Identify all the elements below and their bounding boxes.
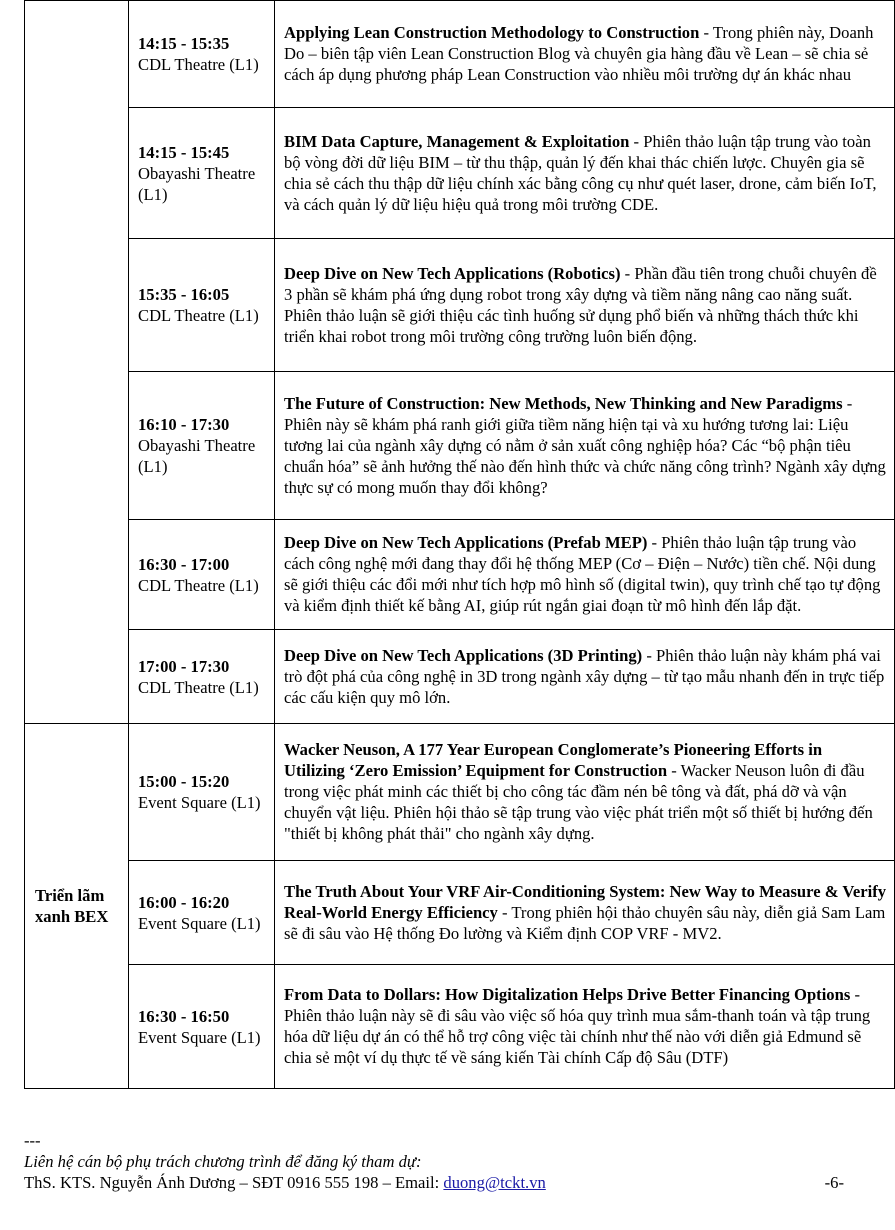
session-description: Wacker Neuson luôn đi đầu trong việc phát minh các thiết bị cho công tác đầm nén bê tông và đất, phá dỡ và vận chuyển vật liệu. Phiên hội thảo sẽ tập trung vào việc phát triển một số thiết bị hướng đến "thiết bị không phát thải" cho ngành xây dựng. [284,761,873,843]
venue: Obayashi Theatre (L1) [138,436,256,476]
session-description-cell [275,724,895,861]
session-description: Phiên thảo luận này sẽ đi sâu vào việc số hóa quy trình mua sắm-thanh toán và tập trung hóa dữ liệu dự án có thể hỗ trợ công việc tài chính như thế nào với diễn giả Edmund sẽ chia sẻ một ví dụ thực tế về sáng kiến Tài chính Cấp độ Sâu (DTF) [284,1006,871,1067]
group-label [25,1,129,724]
session-time-cell [129,630,275,724]
session-description-cell [275,239,895,372]
title-separator: - [699,23,713,42]
session-description: Phiên thảo luận tập trung vào toàn bộ vòng đời dữ liệu BIM – từ thu thập, quản lý đến khai thác chiến lược. Chuyên gia sẽ chia sẻ cách thu thập dữ liệu chính xác bằng công cụ như quét laser, drone, cảm biến IoT, và cách quản lý dữ liệu hiệu quả trong môi trường CDE. [284,131,877,214]
session-title: The Future of Construction: New Methods, New Thinking and New Paradigms [284,393,843,413]
session-title: BIM Data Capture, Management & Exploitation [284,131,630,151]
title-separator: - [642,645,656,665]
schedule-row [25,239,895,372]
time-range: 16:10 - 17:30 [138,415,230,434]
session-time-cell [129,724,275,861]
venue: CDL Theatre (L1) [138,677,259,697]
title-separator: - [842,393,853,413]
session-time-cell [129,965,275,1089]
session-title: The Truth About Your VRF Air-Conditioning System: New Way to Measure & Verify Real-World Energy Efficiency [284,881,887,922]
session-title: From Data to Dollars: How Digitalization Helps Drive Better Financing Options [284,985,851,1004]
title-separator: - [667,761,681,780]
time-range: 15:35 - 16:05 [138,285,230,304]
time-range: 14:15 - 15:45 [138,142,230,162]
session-title: Deep Dive on New Tech Applications (3D Printing) [284,645,643,665]
schedule-row [25,520,895,630]
session-description-cell [275,372,895,520]
schedule-table [24,0,895,1089]
venue: Event Square (L1) [138,793,261,812]
schedule-row [25,965,895,1089]
session-description: Phiên thảo luận này khám phá vai trò đột phá của công nghệ in 3D trong ngành xây dựng – từ tạo mẫu nhanh đến in trực tiếp các cấu kiện quy mô lớn. [284,645,885,707]
venue: CDL Theatre (L1) [138,306,259,325]
schedule-row [25,724,895,861]
session-time-cell [129,861,275,965]
session-title: Deep Dive on New Tech Applications (Robotics) [284,263,621,283]
time-range: 14:15 - 15:35 [138,34,230,53]
schedule-row [25,1,895,108]
session-title: Wacker Neuson, A 177 Year European Conglomerate’s Pioneering Efforts in Utilizing ‘Zero Emission’ Equipment for Construction [284,740,823,780]
venue: CDL Theatre (L1) [138,55,259,74]
session-description-cell [275,520,895,630]
session-description-cell [275,861,895,965]
venue: Event Square (L1) [138,913,261,933]
venue: CDL Theatre (L1) [138,575,259,595]
session-description: Trong phiên này, Doanh Do – biên tập viên Lean Construction Blog và chuyên gia hàng đầu về Lean – sẽ chia sẻ cách áp dụng phương pháp Lean Construction vào nhiều môi trường dự án khác nhau [284,23,874,84]
title-separator: - [850,985,860,1004]
contact-details: ThS. KTS. Nguyễn Ánh Dương – SĐT 0916 555 198 – Email: [24,1173,444,1192]
contact-line [24,1172,864,1193]
session-description-cell [275,1,895,108]
session-title: Applying Lean Construction Methodology to Construction [284,23,700,42]
schedule-body [25,1,895,1089]
session-description: Trong phiên hội thảo chuyên sâu này, diễn giả Sam Lam sẽ đi sâu vào Hệ thống Đo lường và Kiểm định COP VRF - MV2. [284,902,886,943]
email-link[interactable]: duong@tckt.vn [443,1173,546,1192]
session-time-cell [129,239,275,372]
time-range: 16:00 - 16:20 [138,892,230,912]
time-range: 16:30 - 17:00 [138,554,230,574]
title-separator: - [647,533,662,552]
session-time-cell [129,520,275,630]
session-time-cell [129,372,275,520]
schedule-row [25,372,895,520]
group-label: Triển lãm xanh BEX [25,724,129,1089]
session-description: Phiên thảo luận tập trung vào cách công nghệ mới đang thay đổi hệ thống MEP (Cơ – Điện – Nước) tiền chế. Nội dung sẽ giới thiệu các đổi mới như tích hợp mô hình số (digital twin), quy trình chế tạo tự động và kiểm định thiết kế bằng AI, giúp rút ngắn giai đoạn từ mô hình đến lắp đặt. [284,533,881,615]
venue: Event Square (L1) [138,1027,261,1047]
schedule-row [25,630,895,724]
session-description-cell [275,108,895,239]
contact-footer [24,1130,864,1193]
session-description-cell [275,630,895,724]
title-separator: - [497,902,512,922]
session-time-cell [129,108,275,239]
session-description: Phần đầu tiên trong chuỗi chuyên đề 3 phần sẽ khám phá ứng dụng robot trong xây dựng và tiềm năng nâng cao năng suất. Phiên thảo luận sẽ giới thiệu các tình huống sử dụng phổ biến và những thách thức khi triển khai robot trong môi trường công trường luôn biến động. [284,263,877,346]
page-number: -6- [824,1173,844,1192]
venue: Obayashi Theatre (L1) [138,163,256,204]
title-separator: - [620,263,635,283]
time-range: 16:30 - 16:50 [138,1006,230,1026]
session-time-cell [129,1,275,108]
schedule-row [25,108,895,239]
schedule-row [25,861,895,965]
session-title: Deep Dive on New Tech Applications (Prefab MEP) [284,533,648,552]
registration-note: Liên hệ cán bộ phụ trách chương trình để đăng ký tham dự: [24,1152,422,1171]
session-description: Phiên này sẽ khám phá ranh giới giữa tiềm năng hiện tại và xu hướng tương lai: Liệu tương lai của ngành xây dựng có nằm ở sản xuất công nghiệp hóa? Các “bộ phận tiêu chuẩn hóa” sẽ ảnh hưởng thế nào đến hình thức và chức năng công trình? Ngành xây dựng thực sự có mong muốn thay đổi không? [284,414,886,497]
time-range: 17:00 - 17:30 [138,656,230,676]
title-separator: - [629,131,644,151]
footer-separator: --- [24,1131,41,1150]
time-range: 15:00 - 15:20 [138,772,230,791]
session-description-cell [275,965,895,1089]
